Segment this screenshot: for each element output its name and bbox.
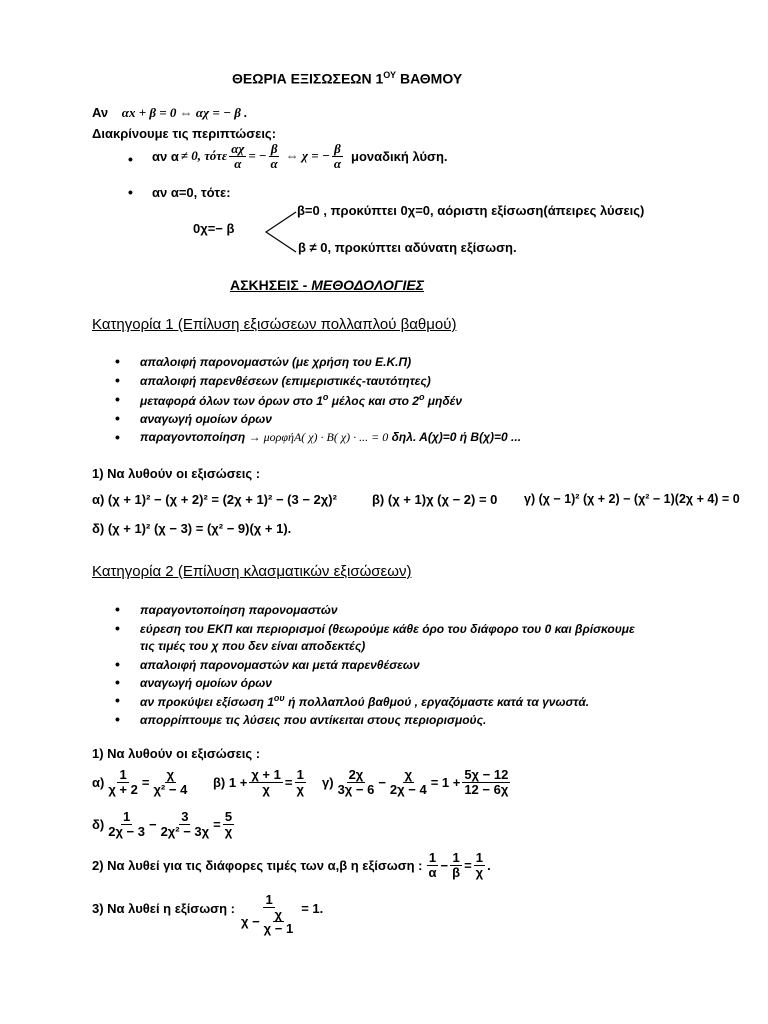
cat2-bullet-2-line-2: τις τιμές του χ που δεν είναι αποδεκτές) <box>140 639 366 653</box>
cat2-task-1: 1) Να λυθούν οι εξισώσεις : <box>92 746 261 761</box>
cat1-equation-a: α) (χ + 1)² − (χ + 2)² = (2χ + 1)² − (3 − 2χ)² <box>92 492 337 507</box>
cat1-task: 1) Να λυθούν οι εξισώσεις : <box>92 466 261 481</box>
bullet-icon: • <box>115 391 120 407</box>
case1-fraction-2: $\frac{\beta}{\alpha}$ <box>270 141 278 171</box>
cat2-equation-b: β) 1 + $\frac{\chi + 1}{\chi}$ = $\frac{1}{\chi}$ <box>213 767 304 797</box>
title-superscript: ΟΥ <box>383 70 397 80</box>
fraction: $\frac{\chi}{2\chi - 4}$ <box>389 767 427 797</box>
cat2-bullet-2-line-1: εύρεση του ΕΚΠ και περιορισμοί (θεωρούμε κάθε όρο του διάφορο του 0 και βρίσκουμε <box>140 622 635 636</box>
compound-fraction: 1 χ − $\frac{\chi}{\chi - 1}$ <box>240 892 294 937</box>
fraction: $\frac{\chi}{\text{χ² − 4}}$ <box>153 767 188 797</box>
fraction: $\frac{1}{\chi + 2}$ <box>108 767 138 797</box>
category-2-heading: Κατηγορία 2 (Επίλυση κλασματικών εξισώσεων) <box>92 563 412 580</box>
bullet-icon: • <box>115 692 120 708</box>
cat1-equation-b: β) (χ + 1)χ (χ − 2) = 0 <box>372 492 498 507</box>
cat2-bullet-5: αν προκύψει εξίσωση $1^{o\upsilon}$ ή πολλαπλού βαθμού , εργαζόμαστε κατά τα γνωστά. <box>140 693 590 709</box>
factorization-formula: → μορφήΑ( χ) · Β( χ) · ... = 0 <box>248 430 389 444</box>
fraction: $\frac{\chi + 1}{\chi}$ <box>251 767 281 797</box>
theory-line-1 <box>92 105 247 121</box>
bullet-icon: • <box>128 151 133 167</box>
cat2-equation-c: γ) $\frac{2\chi}{3\chi - 6}$ − $\frac{\chi}{2\chi - 4}$ = 1 + $\frac{5\chi - 12}{12 - 6\chi}$ <box>322 767 509 797</box>
bullet-icon: • <box>115 372 120 388</box>
bullet-icon: • <box>115 601 120 617</box>
bullet-icon: • <box>115 656 120 672</box>
bullet-icon: • <box>115 620 120 636</box>
category-1-heading: Κατηγορία 1 (Επίλυση εξισώσεων πολλαπλού βαθμού) <box>92 316 457 333</box>
cat1-equation-d: δ) (χ + 1)² (χ − 3) = (χ² − 9)(χ + 1). <box>92 521 292 536</box>
cat2-bullet-4: αναγωγή ομοίων όρων <box>140 676 272 690</box>
bullet-icon: • <box>128 184 133 200</box>
bullet-icon: • <box>115 353 120 369</box>
case1-fraction-1: $\frac{\alpha\chi}{\alpha}$ <box>231 141 245 171</box>
cat2-equation-a: α) $\frac{1}{\chi + 2}$ = $\frac{\chi}{\text{χ² − 4}}$ <box>92 767 188 797</box>
cat2-bullet-6: απορρίπτουμε τις λύσεις που αντίκειται στους περιορισμούς. <box>140 713 487 727</box>
theory-case-1 <box>152 142 448 170</box>
bullet-icon: • <box>115 410 120 426</box>
case1-eq-minus: = − <box>248 148 267 164</box>
fraction: $\frac{1}{2\chi - 3}$ <box>108 809 145 839</box>
cat1-equation-c: γ) (χ − 1)² (χ + 2) − (χ² − 1)(2χ + 4) = 0 <box>524 492 740 506</box>
case1-fraction-3: $\frac{\beta}{\alpha}$ <box>333 141 342 171</box>
cat2-task-3: 3) Να λυθεί η εξίσωση : 1 χ − $\frac{\chi}{\chi - 1}$ = 1. <box>92 892 324 937</box>
branch-case-2: β ≠ 0, προκύπτει αδύνατη εξίσωση. <box>298 240 517 255</box>
fraction: $\frac{3}{\text{2χ² − 3χ}}$ <box>160 809 210 839</box>
case1-tote: ≠ 0, τότε <box>180 148 228 164</box>
title-text: ΘΕΩΡΙΑ ΕΞΙΣΩΣΕΩΝ 1 <box>232 70 384 87</box>
bullet-icon: • <box>115 711 120 727</box>
theory-equation: αx + β = 0 ⇔ αχ = − β . <box>121 105 248 120</box>
exercises-heading-italic: ΜΕΘΟΔΟΛΟΓΙΕΣ <box>311 277 424 293</box>
fraction: $\frac{2\chi}{3\chi - 6}$ <box>337 767 375 797</box>
title-tail: ΒΑΘΜΟΥ <box>396 70 463 87</box>
cat1-bullet-1: απαλοιφή παρονομαστών (με χρήση του Ε.Κ.Π) <box>140 355 412 369</box>
cat2-equation-d: δ) $\frac{1}{2\chi - 3}$ − $\frac{3}{\text{2χ² − 3χ}}$ = $\frac{5}{\chi}$ <box>92 809 233 839</box>
fraction: $\frac{1}{\alpha}$ <box>428 850 437 880</box>
theory-cases-intro: Διακρίνουμε τις περιπτώσεις: <box>92 126 277 141</box>
cat1-bullet-3: μεταφορά όλων των όρων στο $1^o$ μέλος και στο $2^o$ μηδέν <box>140 392 463 408</box>
cat2-task-2: 2) Να λυθεί για τις διάφορες τιμές των α,β η εξίσωση : $\frac{1}{\alpha}$ − $\frac{1}{\beta}$ = $\frac{1}{\chi}$ . <box>92 850 491 880</box>
exercises-heading <box>230 277 424 293</box>
fraction: $\frac{1}{\beta}$ <box>452 850 461 880</box>
case1-iff: ⇔ χ = − <box>285 148 330 164</box>
bullet-icon: • <box>115 674 120 690</box>
case1-prefix: αν α <box>152 148 179 164</box>
page-title <box>232 70 462 87</box>
fraction: $\frac{5}{\chi}$ <box>224 809 233 839</box>
branch-case-1: β=0 , προκύπτει 0χ=0, αόριστη εξίσωση(άπειρες λύσεις) <box>297 203 645 218</box>
fraction: $\frac{5\chi - 12}{12 - 6\chi}$ <box>464 767 509 797</box>
cat2-bullet-1: παραγοντοποίηση παρονομαστών <box>140 603 338 617</box>
fraction: $\frac{1}{\chi}$ <box>475 850 484 880</box>
cat1-bullet-5: παραγοντοποίηση → μορφήΑ( χ) · Β( χ) · ... = 0 δηλ. Α(χ)=0 ή Β(χ)=0 ... <box>140 430 522 444</box>
cat2-bullet-3: απαλοιφή παρονομαστών και μετά παρενθέσεων <box>140 658 420 672</box>
bullet-icon: • <box>115 429 120 445</box>
fraction: $\frac{1}{\chi}$ <box>296 767 304 797</box>
case1-suffix: μοναδική λύση. <box>351 148 448 164</box>
theory-case-2: αν α=0, τότε: <box>152 185 231 200</box>
theory-an: Αν <box>92 105 109 120</box>
branch-bracket-icon <box>262 210 298 254</box>
cat1-bullet-2: απαλοιφή παρενθέσεων (επιμεριστικές-ταυτότητες) <box>140 374 431 388</box>
inner-fraction: $\frac{\chi}{\chi - 1}$ <box>263 906 294 937</box>
zero-equation: 0χ=− β <box>193 221 235 236</box>
exercises-heading-plain: ΑΣΚΗΣΕΙΣ - <box>230 277 312 293</box>
cat1-bullet-4: αναγωγή ομοίων όρων <box>140 412 272 426</box>
